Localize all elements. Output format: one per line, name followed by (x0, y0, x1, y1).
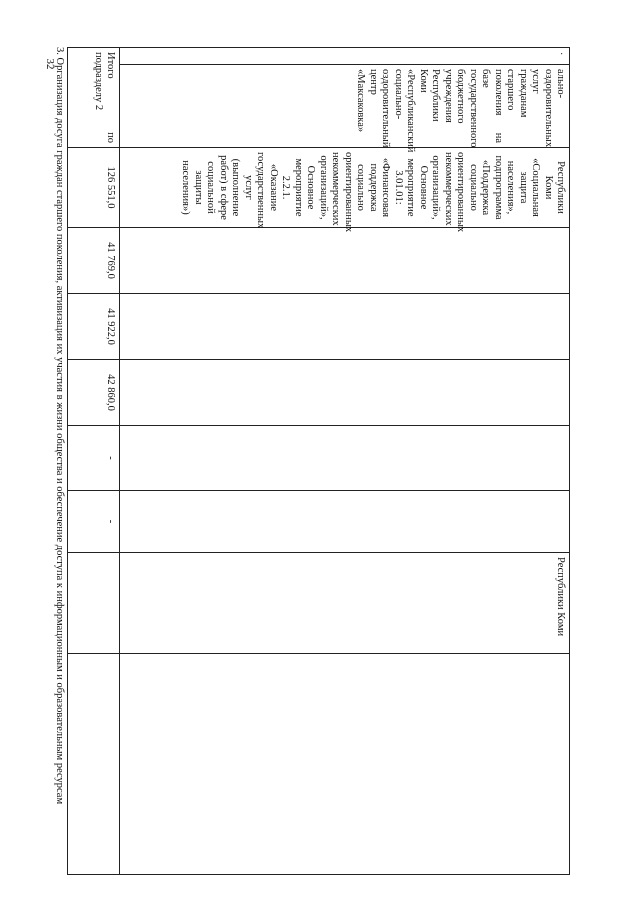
cell-funding-source: Республики Коми «Социальная защита населения», подпрограмма «Поддержка социально ориентированных некоммерческих организаций», Основное мероприятие 3.01.01: «Финансовая поддержка социально ориентированных некоммерческих организаций», Основное мероприятие 2.2.1. «Оказание государственных услуг (выполнение работ) в сфере социальной защиты населения») (120, 148, 570, 228)
cell-value-1 (120, 228, 570, 294)
cell-total-executor (68, 553, 120, 654)
cell-value-3 (120, 360, 570, 426)
cell-total-last (68, 654, 120, 875)
cell-row-number: · (120, 48, 570, 65)
cell-total-value-3: 42 860,0 (68, 360, 120, 426)
page-number: 32 (44, 58, 56, 70)
table-row-main (120, 48, 570, 875)
table-row-total (68, 48, 120, 875)
cell-total-value-4: - (68, 426, 120, 491)
cell-measure-name: ально- оздоровительных услуг гражданам старшего поколения на базе государственного бюджетного учреждения Республики Коми «Республиканский социально- оздоровительный центр «Максаковка» (120, 65, 570, 148)
cell-total-value-5: - (68, 491, 120, 553)
rotated-landscape-page (30, 40, 570, 880)
cell-last (120, 654, 570, 875)
cell-value-4 (120, 426, 570, 491)
cell-value-5 (120, 491, 570, 553)
cell-total-sum: 126 551,0 (68, 148, 120, 228)
cell-executor: Республики Коми (120, 553, 570, 654)
section-heading: 3. Организация досуга граждан старшего поколения, активизация их участия в жизни общества и обеспечение доступа к информационным и образовательным ресурсам (54, 47, 65, 805)
cell-total-value-2: 41 922,0 (68, 294, 120, 360)
cell-total-label: Итого по подразделу 2 (68, 48, 120, 148)
cell-value-2 (120, 294, 570, 360)
program-table (67, 47, 570, 875)
cell-total-value-1: 41 769,0 (68, 228, 120, 294)
